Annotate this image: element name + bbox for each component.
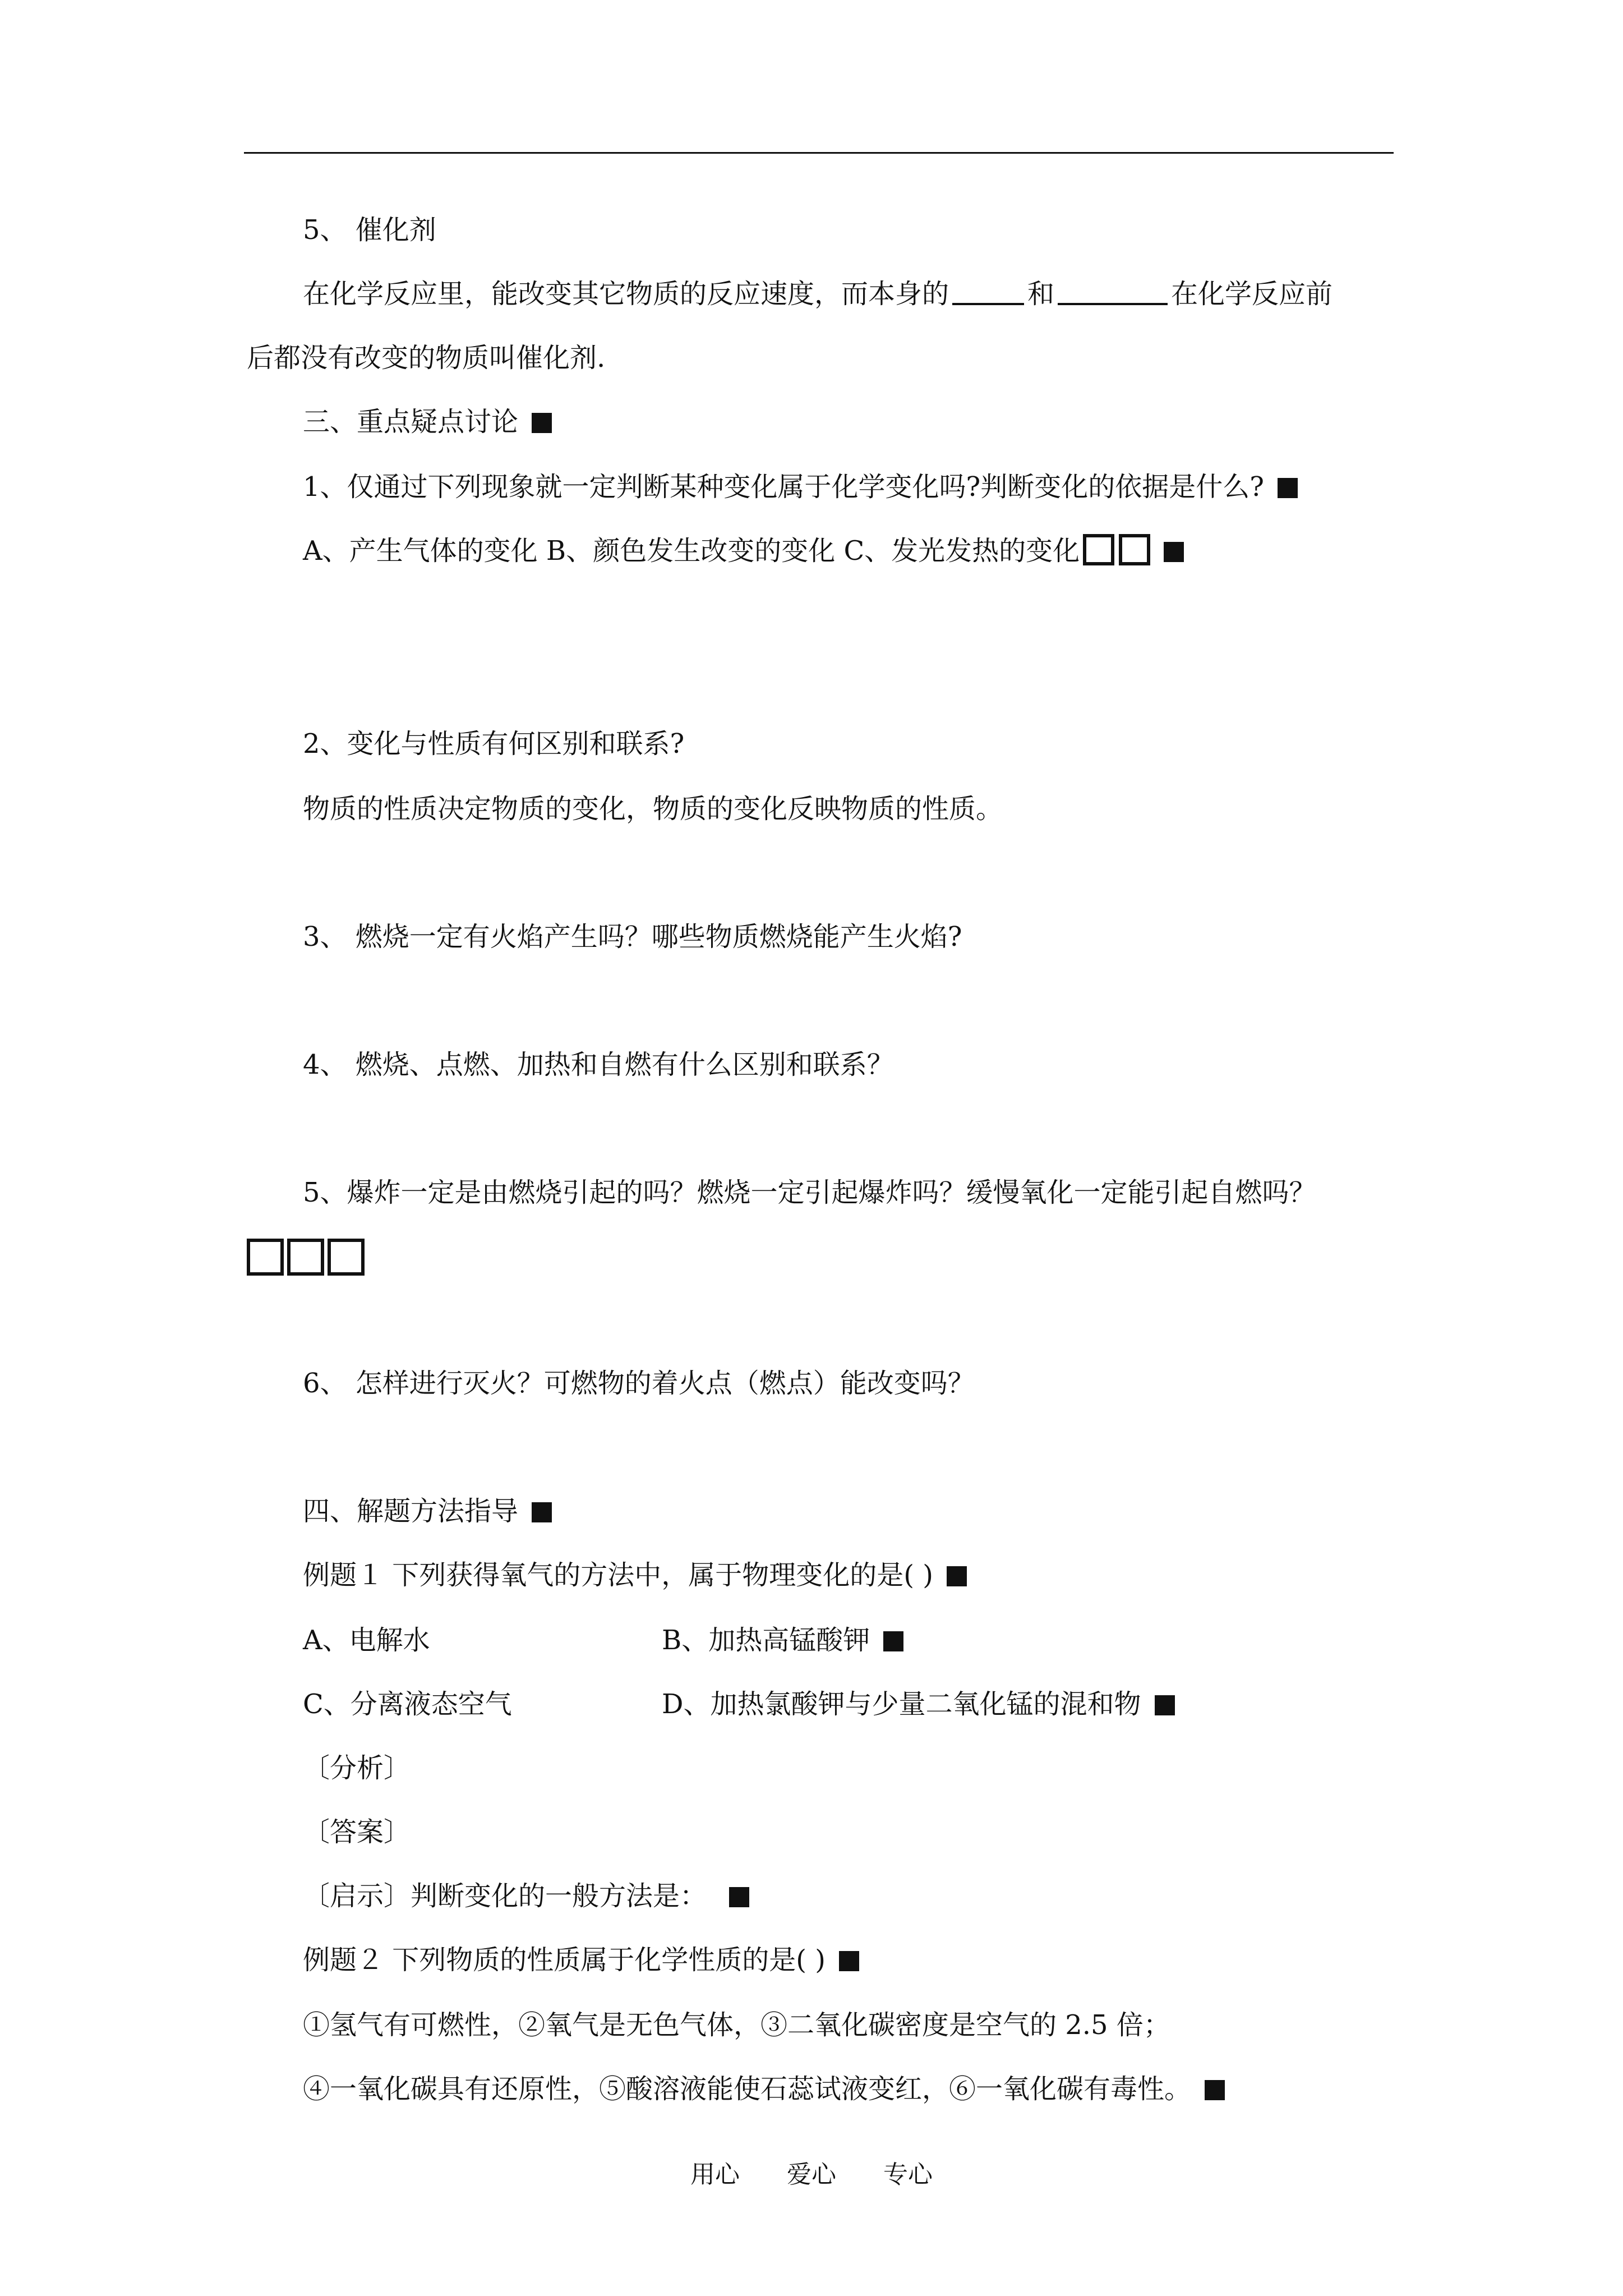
example-2-question xyxy=(303,1943,859,1977)
example-1-analysis: 〔分析〕 xyxy=(303,1752,411,1784)
empty-box xyxy=(1083,534,1114,565)
section4-title xyxy=(303,1494,552,1528)
black-square-marker xyxy=(1155,1695,1175,1715)
footer-middle: 爱心 xyxy=(787,2160,836,2189)
def-part1: 在化学反应里，能改变其它物质的反应速度，而本身的 xyxy=(303,278,949,310)
black-square-marker xyxy=(883,1631,903,1651)
def-part2: 在化学反应前 xyxy=(1171,278,1333,310)
black-square-marker xyxy=(1164,542,1184,562)
question-4: 4、 燃烧、点燃、加热和自燃有什么区别和联系？ xyxy=(303,1049,894,1080)
fill-blank-1[interactable] xyxy=(952,278,1024,305)
empty-box xyxy=(1119,534,1150,565)
example-1-option-a: A、电解水 xyxy=(303,1625,430,1656)
black-square-marker xyxy=(839,1951,859,1971)
section3-title xyxy=(303,405,552,439)
black-square-marker xyxy=(1278,478,1298,498)
question-2: 2、变化与性质有何区别和联系? xyxy=(303,728,685,760)
catalyst-heading: 5、 催化剂 xyxy=(303,214,436,246)
black-square-marker xyxy=(532,413,552,433)
def-and: 和 xyxy=(1027,278,1055,310)
example-2-line1: ①氢气有可燃性，②氧气是无色气体，③二氧化碳密度是空气的 2.5 倍； xyxy=(303,2009,1170,2041)
question-1-text: 1、仅通过下列现象就一定判断某种变化属于化学变化吗?判断变化的依据是什么? xyxy=(303,471,1265,503)
question-5-boxes xyxy=(247,1239,369,1278)
example-1-option-c: C、分离液态空气 xyxy=(303,1688,512,1720)
footer-right: 专心 xyxy=(883,2160,933,2189)
question-5: 5、爆炸一定是由燃烧引起的吗？燃烧一定引起爆炸吗？缓慢氧化一定能引起自燃吗？ xyxy=(303,1177,1316,1208)
header-rule xyxy=(244,152,1394,154)
catalyst-definition-line1 xyxy=(303,277,1332,311)
example-1-option-b-text: B、加热高锰酸钾 xyxy=(662,1625,870,1656)
question-1-options-text: A、产生气体的变化 B、颜色发生改变的变化 C、发光发热的变化 xyxy=(303,535,1080,567)
example-1-question xyxy=(303,1558,967,1592)
catalyst-definition-line2: 后都没有改变的物质叫催化剂. xyxy=(247,342,606,374)
page-footer xyxy=(0,2154,1623,2190)
example-1-hint xyxy=(303,1879,749,1913)
question-1-options xyxy=(303,534,1184,568)
example-1-option-d xyxy=(662,1687,1175,1721)
question-3: 3、 燃烧一定有火焰产生吗？哪些物质燃烧能产生火焰? xyxy=(303,921,962,953)
example-2-line2 xyxy=(303,2072,1225,2106)
example-1-question-text: 例题１ 下列获得氧气的方法中，属于物理变化的是( ) xyxy=(303,1559,933,1591)
black-square-marker xyxy=(1205,2080,1225,2100)
fill-blank-2[interactable] xyxy=(1058,278,1168,305)
example-1-option-b xyxy=(662,1623,903,1657)
black-square-marker xyxy=(947,1566,967,1586)
example-1-hint-text: 〔启示〕判断变化的一般方法是： xyxy=(303,1880,707,1912)
section4-title-text: 四、解题方法指导 xyxy=(303,1496,519,1527)
black-square-marker xyxy=(729,1887,749,1907)
example-2-line2-text: ④一氧化碳具有还原性，⑤酸溶液能使石蕊试液变红，⑥一氧化碳有毒性。 xyxy=(303,2073,1192,2105)
question-6: 6、 怎样进行灭火？可燃物的着火点（燃点）能改变吗？ xyxy=(303,1368,975,1399)
question-1 xyxy=(303,470,1298,504)
example-1-option-d-text: D、加热氯酸钾与少量二氧化锰的混和物 xyxy=(662,1688,1141,1720)
example-2-question-text: 例题２ 下列物质的性质属于化学性质的是( ) xyxy=(303,1944,826,1976)
empty-box xyxy=(328,1239,365,1276)
footer-left: 用心 xyxy=(690,2160,740,2189)
black-square-marker xyxy=(532,1502,552,1522)
question-2-answer: 物质的性质决定物质的变化，物质的变化反映物质的性质。 xyxy=(303,793,1003,825)
example-1-answer: 〔答案〕 xyxy=(303,1816,411,1848)
empty-box xyxy=(287,1239,324,1276)
section3-title-text: 三、重点疑点讨论 xyxy=(303,406,519,438)
empty-box xyxy=(247,1239,284,1276)
